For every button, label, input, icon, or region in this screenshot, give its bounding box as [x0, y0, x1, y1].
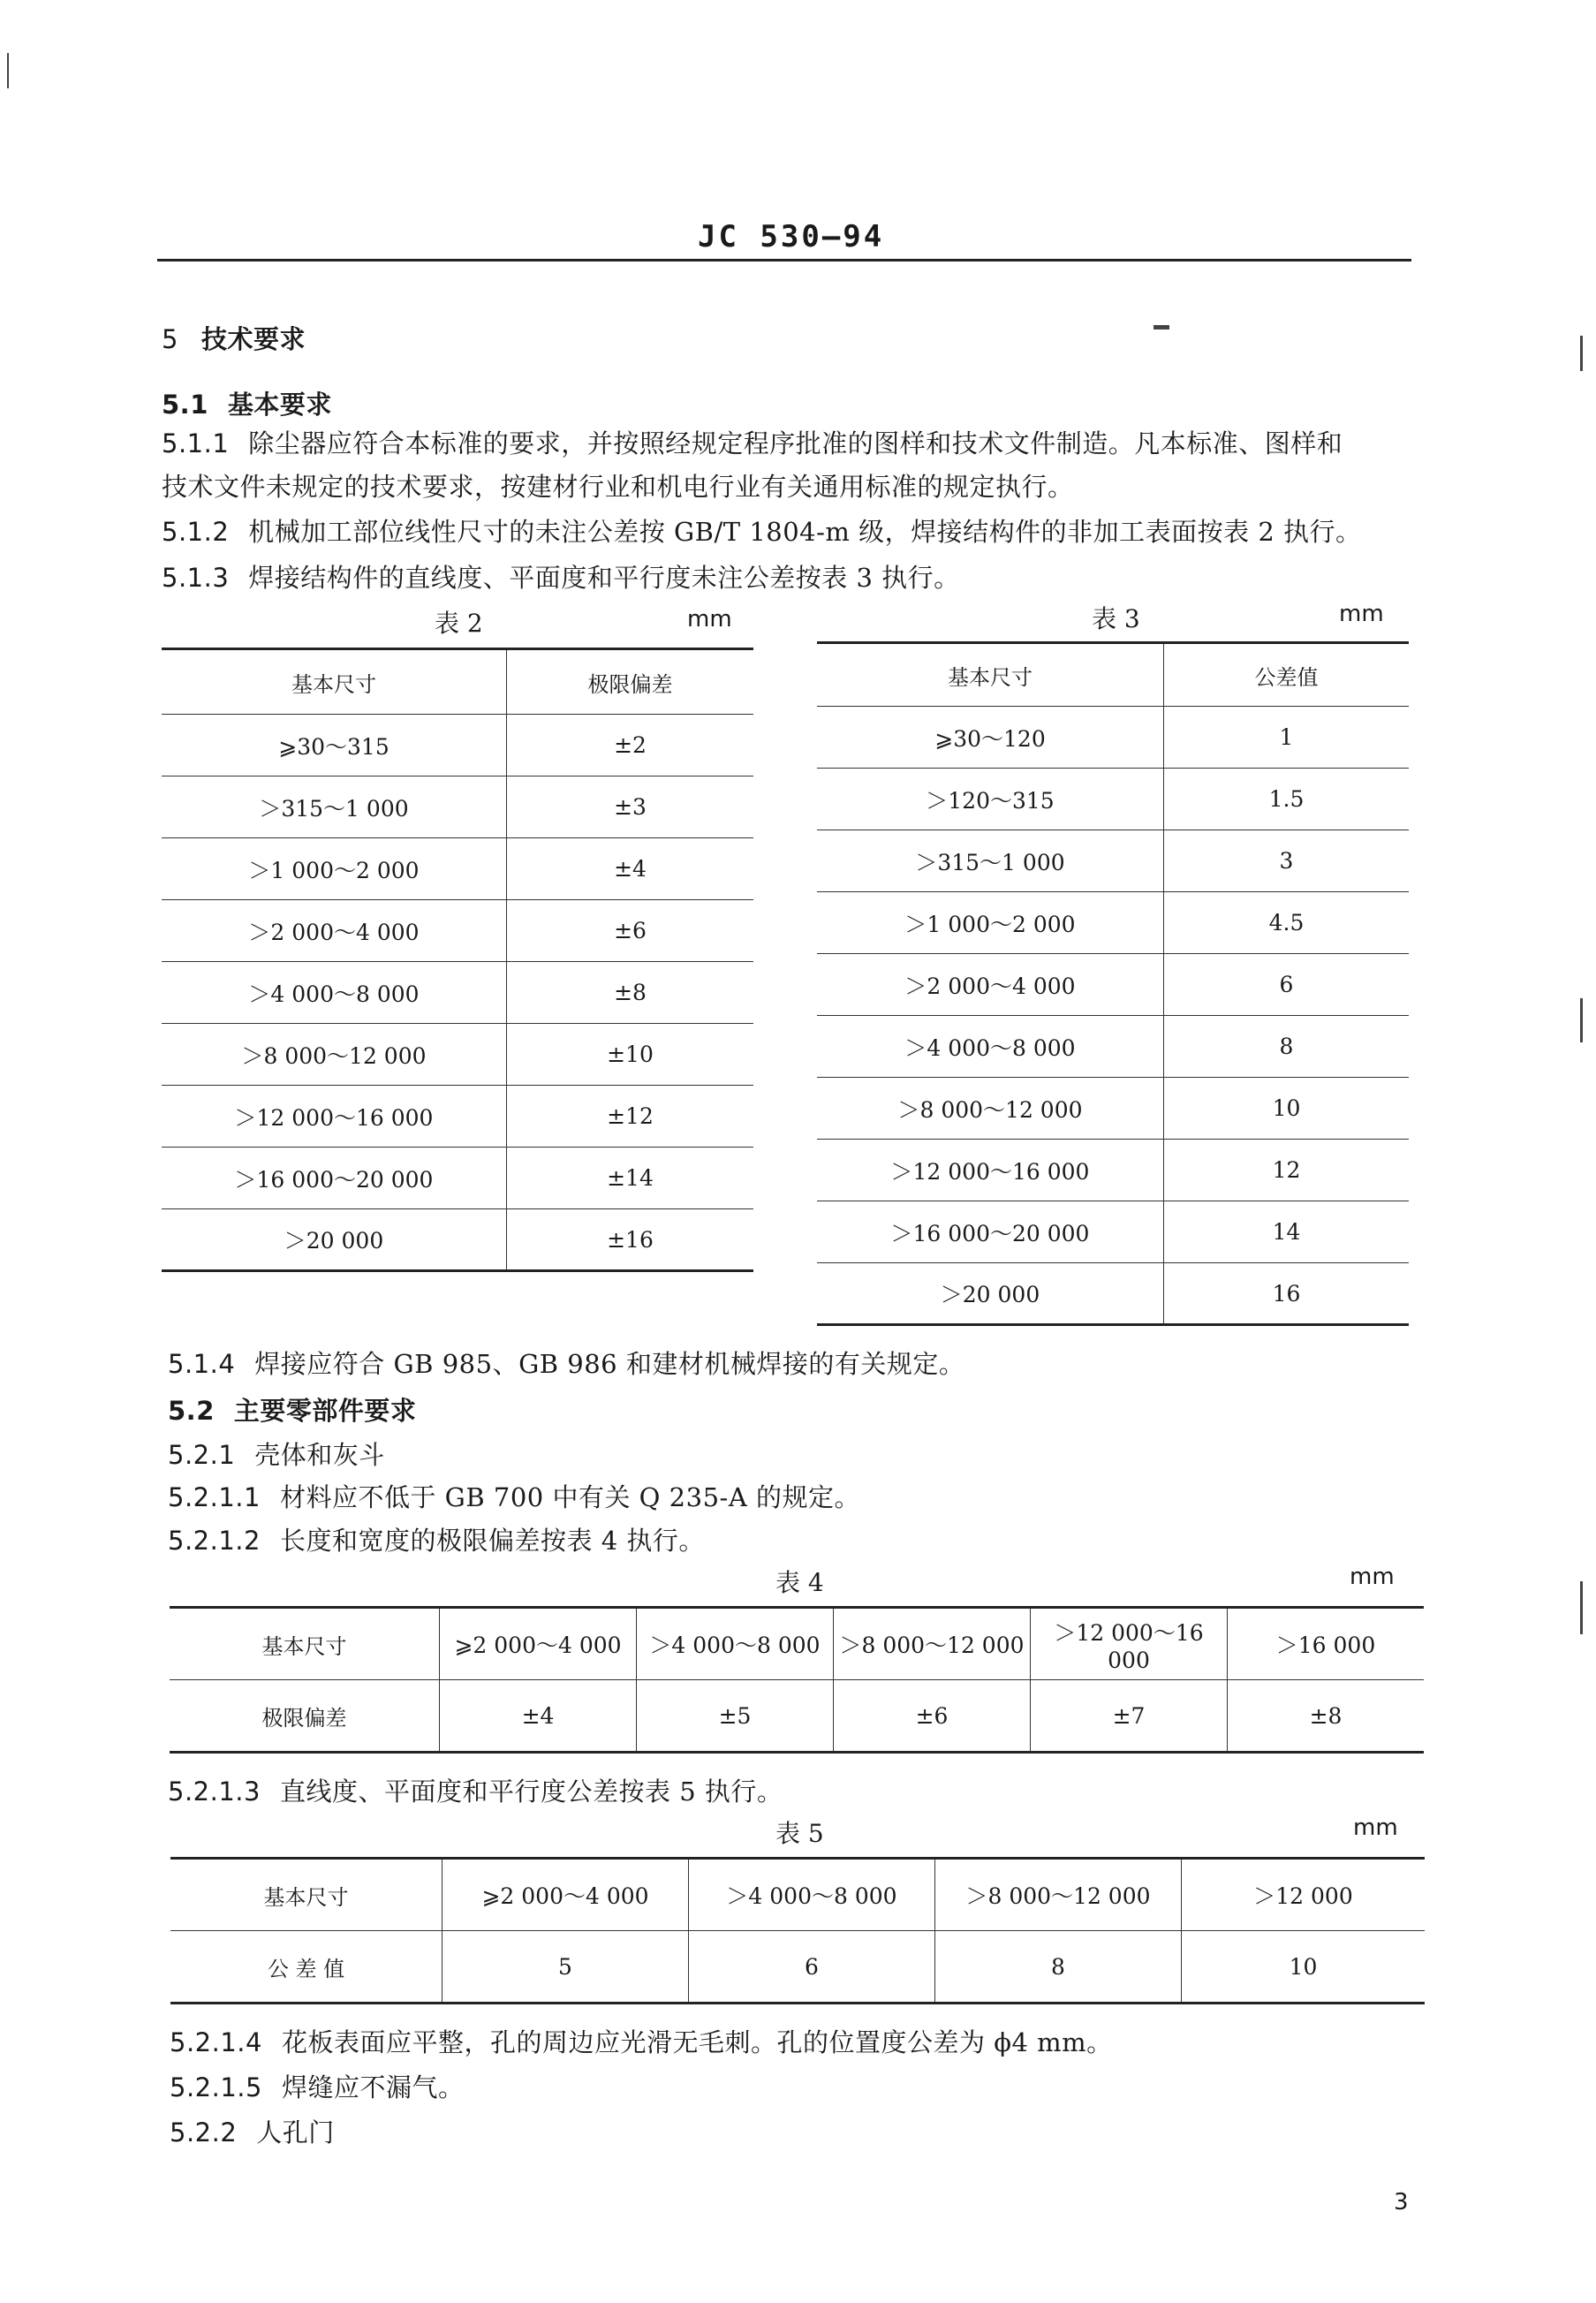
- page-number: 3: [1394, 2189, 1409, 2216]
- table-2-unit: mm: [687, 606, 732, 633]
- table-cell: ＞4 000～8 000: [817, 1016, 1164, 1078]
- table-cell: ＞8 000～12 000: [162, 1024, 507, 1086]
- table-2-caption: 表 2: [435, 609, 483, 638]
- scan-edge-mark: [1580, 336, 1583, 371]
- table-cell: ＞16 000～20 000: [162, 1148, 507, 1209]
- table-cell: ±4: [507, 838, 754, 900]
- table-row: [162, 1148, 753, 1209]
- table-cell: ⩾2 000～4 000: [442, 1859, 689, 1931]
- table-cell: ±10: [507, 1024, 754, 1086]
- table-cell: ±6: [834, 1680, 1031, 1753]
- table-row: [162, 838, 753, 900]
- table-cell: ＞2 000～4 000: [162, 900, 507, 962]
- table-cell: 5: [442, 1931, 689, 2004]
- table-4-unit: mm: [1350, 1564, 1395, 1590]
- table-cell: ＞12 000～16 000: [162, 1086, 507, 1148]
- table-cell: ＞20 000: [162, 1209, 507, 1271]
- table-cell: ＞4 000～8 000: [162, 962, 507, 1024]
- section-5-2-heading: 5.2 主要零部件要求: [168, 1396, 417, 1426]
- table-5-caption: 表 5: [775, 1819, 824, 1848]
- table-row: [817, 707, 1409, 769]
- table-row: [817, 769, 1409, 830]
- clause-5-1-1-line2: 技术文件未规定的技术要求，按建材行业和机电行业有关通用标准的规定执行。: [162, 472, 1074, 502]
- table-cell: ⩾30～315: [162, 715, 507, 777]
- table-cell: ±14: [507, 1148, 754, 1209]
- table-row: [817, 643, 1409, 707]
- table-cell: ±8: [507, 962, 754, 1024]
- table-cell: ＞1 000～2 000: [162, 838, 507, 900]
- table-cell: ＞12 000: [1182, 1859, 1426, 1931]
- table-row: [817, 1078, 1409, 1140]
- table-cell: ±7: [1031, 1680, 1228, 1753]
- clause-5-2-1-2: 5.2.1.2 长度和宽度的极限偏差按表 4 执行。: [168, 1526, 705, 1556]
- table-cell: 8: [1164, 1016, 1410, 1078]
- table-header-cell: 极限偏差: [507, 649, 754, 715]
- table-cell: ±8: [1228, 1680, 1425, 1753]
- table-cell: 16: [1164, 1263, 1410, 1325]
- table-header-cell: 基本尺寸: [170, 1859, 442, 1931]
- table-3-caption: 表 3: [1092, 604, 1140, 633]
- table-row: [170, 1859, 1425, 1931]
- table-row: [817, 1201, 1409, 1263]
- table-cell: ＞16 000～20 000: [817, 1201, 1164, 1263]
- clause-5-1-1-line1: 5.1.1 除尘器应符合本标准的要求，并按照经规定程序批准的图样和技术文件制造。凡本标准、图样和: [162, 428, 1343, 458]
- table-4-caption: 表 4: [775, 1568, 824, 1597]
- section-5-heading: 5 技术要求: [162, 324, 306, 354]
- table-row: [162, 1209, 753, 1271]
- table-cell: ＞20 000: [817, 1263, 1164, 1325]
- table-row: [162, 715, 753, 777]
- table-cell: 8: [935, 1931, 1182, 2004]
- table-row: [170, 1680, 1424, 1753]
- scan-edge-mark: [1580, 998, 1583, 1042]
- clause-5-2-1: 5.2.1 壳体和灰斗: [168, 1440, 385, 1470]
- table-2: [162, 648, 753, 1272]
- table-cell: ＞16 000: [1228, 1608, 1425, 1680]
- table-header-cell: 基本尺寸: [162, 649, 507, 715]
- table-cell: ＞120～315: [817, 769, 1164, 830]
- table-3-unit: mm: [1339, 601, 1384, 627]
- clause-5-1-4: 5.1.4 焊接应符合 GB 985、GB 986 和建材机械焊接的有关规定。: [168, 1349, 965, 1379]
- table-header-cell: 公差值: [1164, 643, 1410, 707]
- clause-5-1-2: 5.1.2 机械加工部位线性尺寸的未注公差按 GB/T 1804-m 级，焊接结构件的非加工表面按表 2 执行。: [162, 517, 1362, 547]
- table-cell: ＞8 000～12 000: [817, 1078, 1164, 1140]
- table-cell: ＞12 000～16 000: [817, 1140, 1164, 1201]
- table-cell: ＞2 000～4 000: [817, 954, 1164, 1016]
- table-5-unit: mm: [1353, 1814, 1398, 1841]
- table-cell: 4.5: [1164, 892, 1410, 954]
- scan-speck: [1154, 325, 1169, 330]
- table-row: [817, 1263, 1409, 1325]
- clause-5-2-1-4: 5.2.1.4 花板表面应平整，孔的周边应光滑无毛刺。孔的位置度公差为 ϕ4 mm。: [170, 2027, 1113, 2057]
- table-row: [170, 1608, 1424, 1680]
- table-cell: 14: [1164, 1201, 1410, 1263]
- table-cell: 12: [1164, 1140, 1410, 1201]
- table-row: [162, 962, 753, 1024]
- table-cell: ＞315～1 000: [162, 777, 507, 838]
- table-header-cell: 基本尺寸: [170, 1608, 440, 1680]
- clause-5-2-1-1: 5.2.1.1 材料应不低于 GB 700 中有关 Q 235-A 的规定。: [168, 1482, 860, 1512]
- table-header-cell: 基本尺寸: [817, 643, 1164, 707]
- table-cell: 10: [1182, 1931, 1426, 2004]
- table-row: [162, 900, 753, 962]
- clause-5-1-3: 5.1.3 焊接结构件的直线度、平面度和平行度未注公差按表 3 执行。: [162, 563, 960, 593]
- table-cell: 6: [1164, 954, 1410, 1016]
- clause-5-2-1-5: 5.2.1.5 焊缝应不漏气。: [170, 2072, 465, 2102]
- clause-5-2-1-3: 5.2.1.3 直线度、平面度和平行度公差按表 5 执行。: [168, 1776, 783, 1807]
- table-cell: ＞315～1 000: [817, 830, 1164, 892]
- header-rule: [157, 259, 1411, 261]
- table-cell: ⩾30～120: [817, 707, 1164, 769]
- table-row: [162, 1086, 753, 1148]
- table-cell: ＞12 000～16 000: [1031, 1608, 1228, 1680]
- table-cell: ⩾2 000～4 000: [440, 1608, 637, 1680]
- table-cell: 3: [1164, 830, 1410, 892]
- table-4: [170, 1606, 1424, 1754]
- table-row: [170, 1931, 1425, 2004]
- table-cell: ±16: [507, 1209, 754, 1271]
- table-cell: 10: [1164, 1078, 1410, 1140]
- section-5-1-heading: 5.1 基本要求: [162, 390, 332, 420]
- table-cell: ±6: [507, 900, 754, 962]
- table-cell: ＞1 000～2 000: [817, 892, 1164, 954]
- table-row: [817, 892, 1409, 954]
- table-row: [817, 830, 1409, 892]
- table-cell: ＞4 000～8 000: [637, 1608, 834, 1680]
- table-cell: 1: [1164, 707, 1410, 769]
- table-cell: ＞4 000～8 000: [689, 1859, 935, 1931]
- table-cell: 6: [689, 1931, 935, 2004]
- scan-edge-mark: [7, 53, 9, 88]
- table-row: [162, 777, 753, 838]
- table-row: [162, 649, 753, 715]
- table-3: [817, 641, 1409, 1326]
- table-5: [170, 1857, 1425, 2004]
- table-cell: ±5: [637, 1680, 834, 1753]
- table-cell: ±4: [440, 1680, 637, 1753]
- table-row: [817, 954, 1409, 1016]
- table-cell: ＞8 000～12 000: [935, 1859, 1182, 1931]
- table-cell: ＞8 000～12 000: [834, 1608, 1031, 1680]
- table-cell: ±12: [507, 1086, 754, 1148]
- scan-edge-mark: [1580, 1581, 1583, 1634]
- table-row: [817, 1016, 1409, 1078]
- table-row: [162, 1024, 753, 1086]
- table-header-cell: 公 差 值: [170, 1931, 442, 2004]
- standard-code-header: JC 530—94: [698, 219, 885, 254]
- table-cell: ±3: [507, 777, 754, 838]
- table-cell: 1.5: [1164, 769, 1410, 830]
- table-cell: ±2: [507, 715, 754, 777]
- table-row: [817, 1140, 1409, 1201]
- table-header-cell: 极限偏差: [170, 1680, 440, 1753]
- clause-5-2-2: 5.2.2 人孔门: [170, 2117, 335, 2148]
